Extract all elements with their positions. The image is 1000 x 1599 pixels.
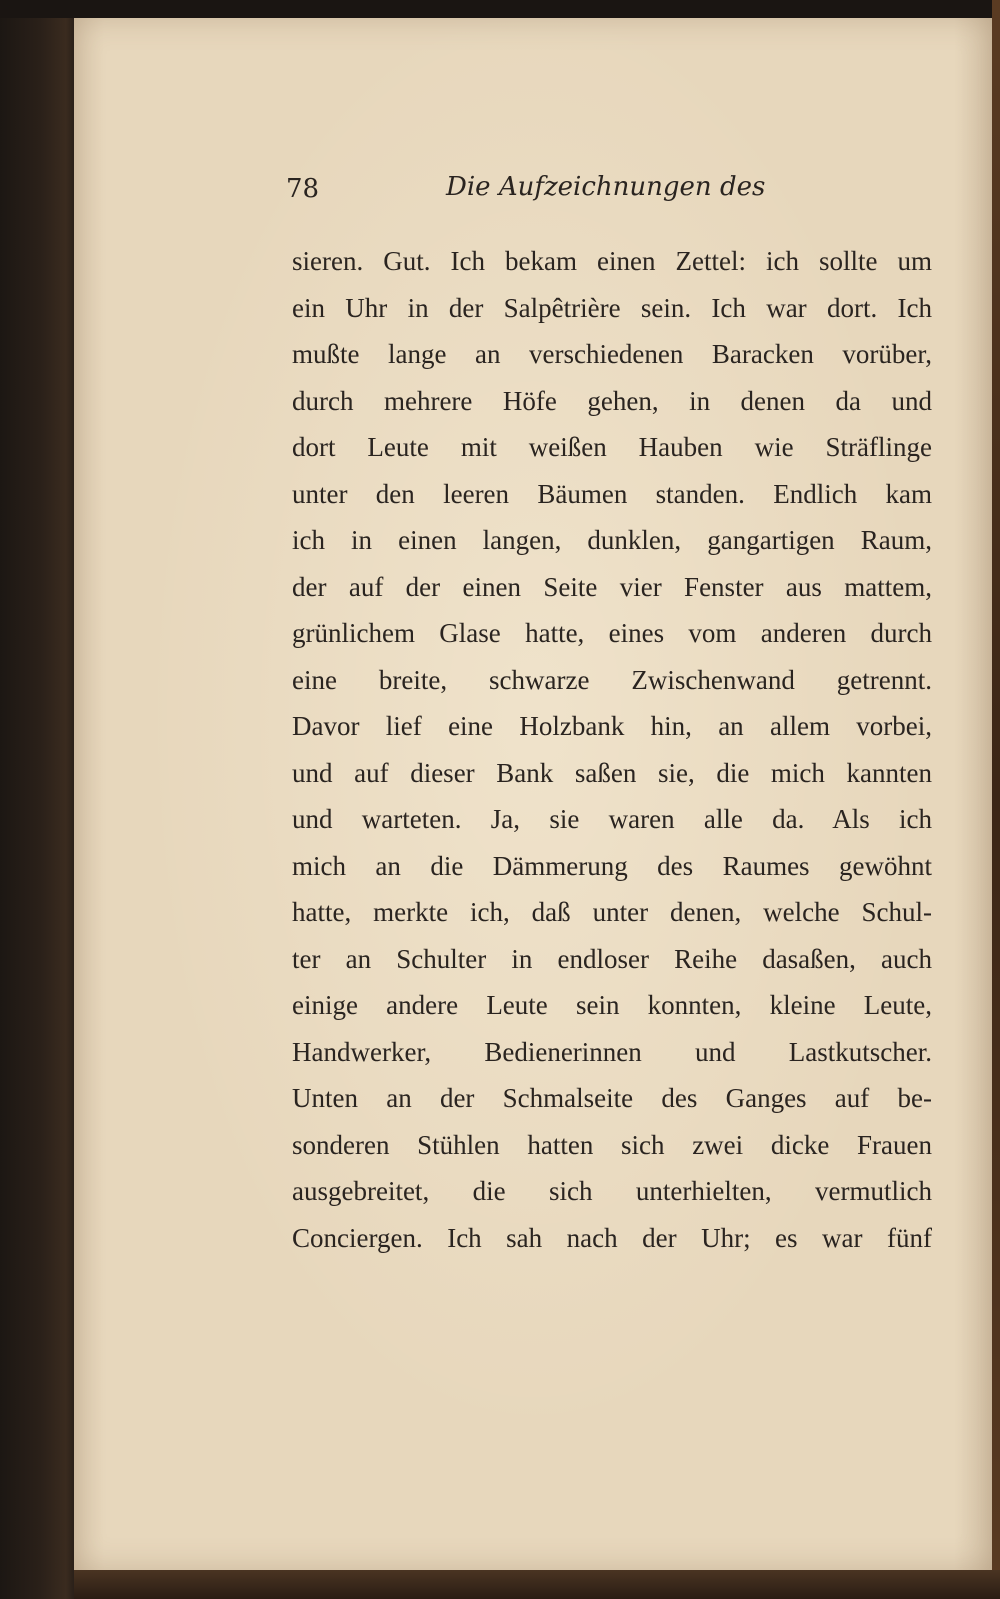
text-line: Conciergen. Ich sah nach der Uhr; es war fünf bbox=[292, 1222, 932, 1253]
text-line: sonderen Stühlen hatten sich zwei dicke Frauen bbox=[292, 1129, 932, 1160]
text-line: dort Leute mit weißen Hauben wie Sträflinge bbox=[292, 432, 932, 462]
page-number: 78 bbox=[286, 174, 320, 204]
body-text bbox=[292, 238, 932, 1261]
text-line: durch mehrere Höfe gehen, in denen da und bbox=[292, 385, 932, 416]
running-head bbox=[286, 170, 926, 210]
text-line: und auf dieser Bank saßen sie, die mich kannten bbox=[292, 757, 932, 788]
text-line: sieren. Gut. Ich bekam einen Zettel: ich sollte um bbox=[292, 246, 932, 276]
text-line: mußte lange an verschiedenen Baracken vorüber, bbox=[292, 339, 932, 369]
text-line: ein Uhr in der Salpêtrière sein. Ich war dort. Ich bbox=[292, 292, 932, 323]
text-line: ich in einen langen, dunklen, gangartigen Raum, bbox=[292, 525, 932, 555]
text-line: Unten an der Schmalseite des Ganges auf be- bbox=[292, 1083, 932, 1113]
scan-top-edge bbox=[0, 0, 1000, 18]
text-line: eine breite, schwarze Zwischenwand getrennt. bbox=[292, 664, 932, 695]
text-line: ausgebreitet, die sich unterhielten, vermutlich bbox=[292, 1176, 932, 1206]
text-line: hatte, merkte ich, daß unter denen, welche Schul- bbox=[292, 897, 932, 927]
text-line: Handwerker, Bedienerinnen und Lastkutscher. bbox=[292, 1036, 932, 1067]
text-line: und warteten. Ja, sie waren alle da. Als ich bbox=[292, 804, 932, 834]
text-line: Davor lief eine Holzbank hin, an allem vorbei, bbox=[292, 711, 932, 741]
book-cover-edge bbox=[992, 0, 1000, 1599]
scan-bottom-edge bbox=[74, 1570, 1000, 1599]
text-line: mich an die Dämmerung des Raumes gewöhnt bbox=[292, 850, 932, 881]
text-line: der auf der einen Seite vier Fenster aus mattem, bbox=[292, 571, 932, 602]
text-line: einige andere Leute sein konnten, kleine Leute, bbox=[292, 990, 932, 1020]
text-line: grünlichem Glase hatte, eines vom anderen durch bbox=[292, 618, 932, 648]
text-line: unter den leeren Bäumen standen. Endlich kam bbox=[292, 478, 932, 509]
running-title: Die Aufzeichnungen des bbox=[446, 172, 766, 202]
text-line: ter an Schulter in endloser Reihe dasaßen, auch bbox=[292, 943, 932, 974]
